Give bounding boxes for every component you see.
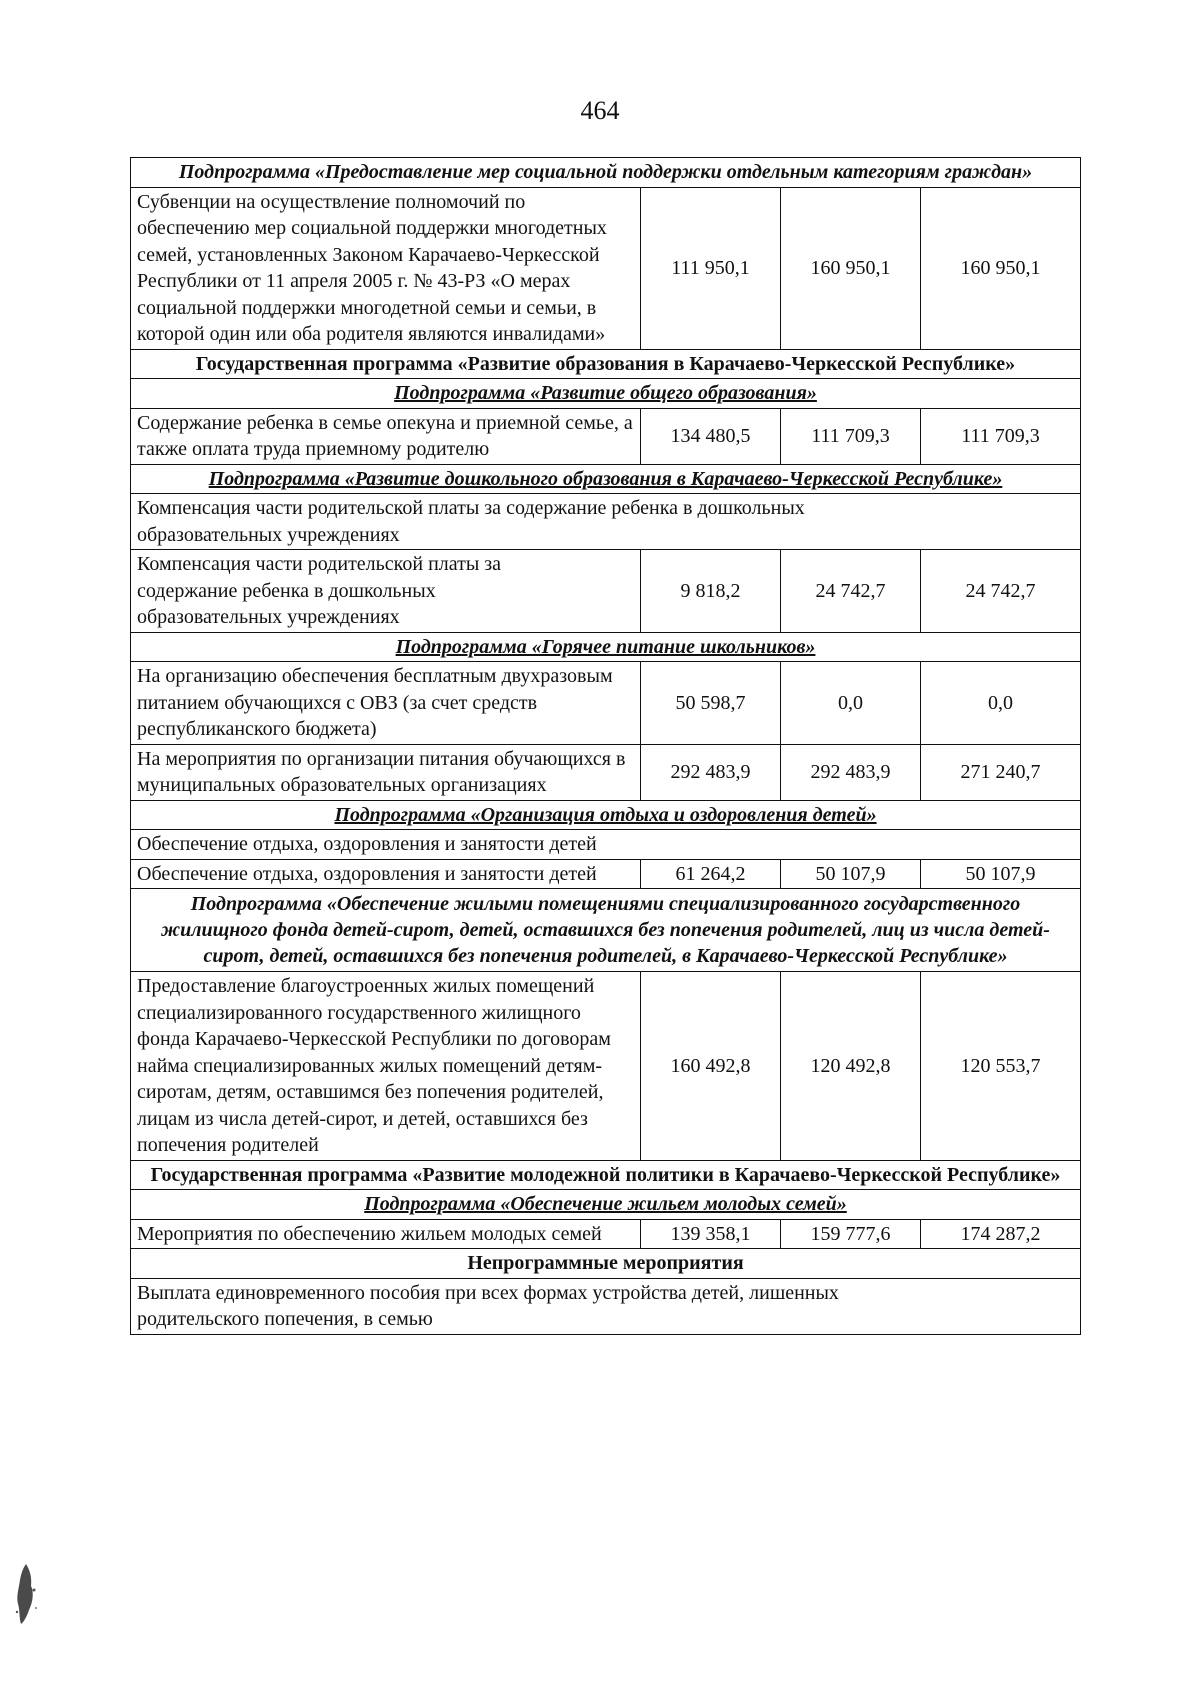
subprogram-heading: Подпрограмма «Организация отдыха и оздоровления детей»	[131, 800, 1081, 830]
subprogram-row	[131, 1190, 1081, 1220]
row-description: Субвенции на осуществление полномочий по обеспечению мер социальной поддержки многодетных семей, установленных Законом Карачаево-Черкесской Республики от 11 апреля 2005 г. № 43-РЗ «О мерах социальной поддержки многодетной семьи и семьи, в которой один или оба родителя являются инвалидами»	[131, 187, 641, 349]
table-row	[131, 744, 1081, 800]
row-description: Предоставление благоустроенных жилых помещений специализированного государственного жилищного фонда Карачаево-Черкесской Республики по договорам найма специализированных жилых помещений детям-сиротам, детям, оставшимся без попечения родителей, лицам из числа детей-сирот, и детей, оставшихся без попечения родителей	[131, 972, 641, 1161]
budget-table	[130, 157, 1081, 1335]
value-year-2: 24 742,7	[781, 550, 921, 633]
row-description: На организацию обеспечения бесплатным двухразовым питанием обучающихся с ОВЗ (за счет средств республиканского бюджета)	[131, 662, 641, 745]
table-row	[131, 972, 1081, 1161]
value-year-3: 120 553,7	[921, 972, 1081, 1161]
subprogram-heading: Подпрограмма «Развитие дошкольного образования в Карачаево-Черкесской Республике»	[131, 464, 1081, 494]
table-row	[131, 859, 1081, 889]
value-year-2: 159 777,6	[781, 1219, 921, 1249]
subprogram-row	[131, 800, 1081, 830]
value-year-2: 50 107,9	[781, 859, 921, 889]
value-year-1: 160 492,8	[641, 972, 781, 1161]
value-year-2: 292 483,9	[781, 744, 921, 800]
value-year-2: 160 950,1	[781, 187, 921, 349]
subprogram-heading: Подпрограмма «Развитие общего образования»	[131, 379, 1081, 409]
subprogram-heading: Подпрограмма «Горячее питание школьников»	[131, 632, 1081, 662]
value-year-1: 139 358,1	[641, 1219, 781, 1249]
activity-row	[131, 830, 1081, 860]
program-heading: Государственная программа «Развитие молодежной политики в Карачаево-Черкесской Республике»	[131, 1160, 1081, 1190]
scan-speck	[12, 1560, 42, 1630]
program-row	[131, 1249, 1081, 1279]
activity-heading: Компенсация части родительской платы за содержание ребенка в дошкольных образовательных учреждениях	[131, 494, 1081, 550]
value-year-1: 111 950,1	[641, 187, 781, 349]
row-description: Мероприятия по обеспечению жильем молодых семей	[131, 1219, 641, 1249]
activity-heading: Обеспечение отдыха, оздоровления и занятости детей	[131, 830, 1081, 860]
value-year-3: 50 107,9	[921, 859, 1081, 889]
value-year-3: 160 950,1	[921, 187, 1081, 349]
table-row	[131, 187, 1081, 349]
subprogram-row	[131, 464, 1081, 494]
table-row	[131, 550, 1081, 633]
value-year-3: 174 287,2	[921, 1219, 1081, 1249]
value-year-3: 271 240,7	[921, 744, 1081, 800]
row-description: Компенсация части родительской платы за содержание ребенка в дошкольных образовательных учреждениях	[131, 550, 641, 633]
subprogram-row	[131, 889, 1081, 972]
row-description: На мероприятия по организации питания обучающихся в муниципальных образовательных организациях	[131, 744, 641, 800]
value-year-2: 120 492,8	[781, 972, 921, 1161]
subprogram-row	[131, 158, 1081, 188]
value-year-3: 0,0	[921, 662, 1081, 745]
page-number: 464	[580, 96, 620, 125]
value-year-3: 24 742,7	[921, 550, 1081, 633]
value-year-2: 111 709,3	[781, 408, 921, 464]
program-row	[131, 1160, 1081, 1190]
activity-heading: Выплата единовременного пособия при всех формах устройства детей, лишенных родительского попечения, в семью	[131, 1278, 1081, 1334]
value-year-1: 50 598,7	[641, 662, 781, 745]
value-year-1: 292 483,9	[641, 744, 781, 800]
activity-row	[131, 494, 1081, 550]
subprogram-heading: Подпрограмма «Обеспечение жильем молодых семей»	[131, 1190, 1081, 1220]
subprogram-row	[131, 379, 1081, 409]
program-heading: Непрограммные мероприятия	[131, 1249, 1081, 1279]
row-description: Обеспечение отдыха, оздоровления и занятости детей	[131, 859, 641, 889]
row-description: Содержание ребенка в семье опекуна и приемной семье, а также оплата труда приемному родителю	[131, 408, 641, 464]
value-year-1: 134 480,5	[641, 408, 781, 464]
program-heading: Государственная программа «Развитие образования в Карачаево-Черкесской Республике»	[131, 349, 1081, 379]
value-year-3: 111 709,3	[921, 408, 1081, 464]
value-year-1: 61 264,2	[641, 859, 781, 889]
value-year-2: 0,0	[781, 662, 921, 745]
table-row	[131, 1219, 1081, 1249]
subprogram-heading: Подпрограмма «Обеспечение жилыми помещениями специализированного государственного жилищного фонда детей-сирот, детей, оставшихся без попечения родителей, лиц из числа детей-сирот, детей, оставшихся без попечения родителей, в Карачаево-Черкесской Республике»	[131, 889, 1081, 972]
program-row	[131, 349, 1081, 379]
subprogram-row	[131, 632, 1081, 662]
subprogram-heading: Подпрограмма «Предоставление мер социальной поддержки отдельным категориям граждан»	[131, 158, 1081, 188]
table-row	[131, 662, 1081, 745]
value-year-1: 9 818,2	[641, 550, 781, 633]
activity-row	[131, 1278, 1081, 1334]
table-row	[131, 408, 1081, 464]
